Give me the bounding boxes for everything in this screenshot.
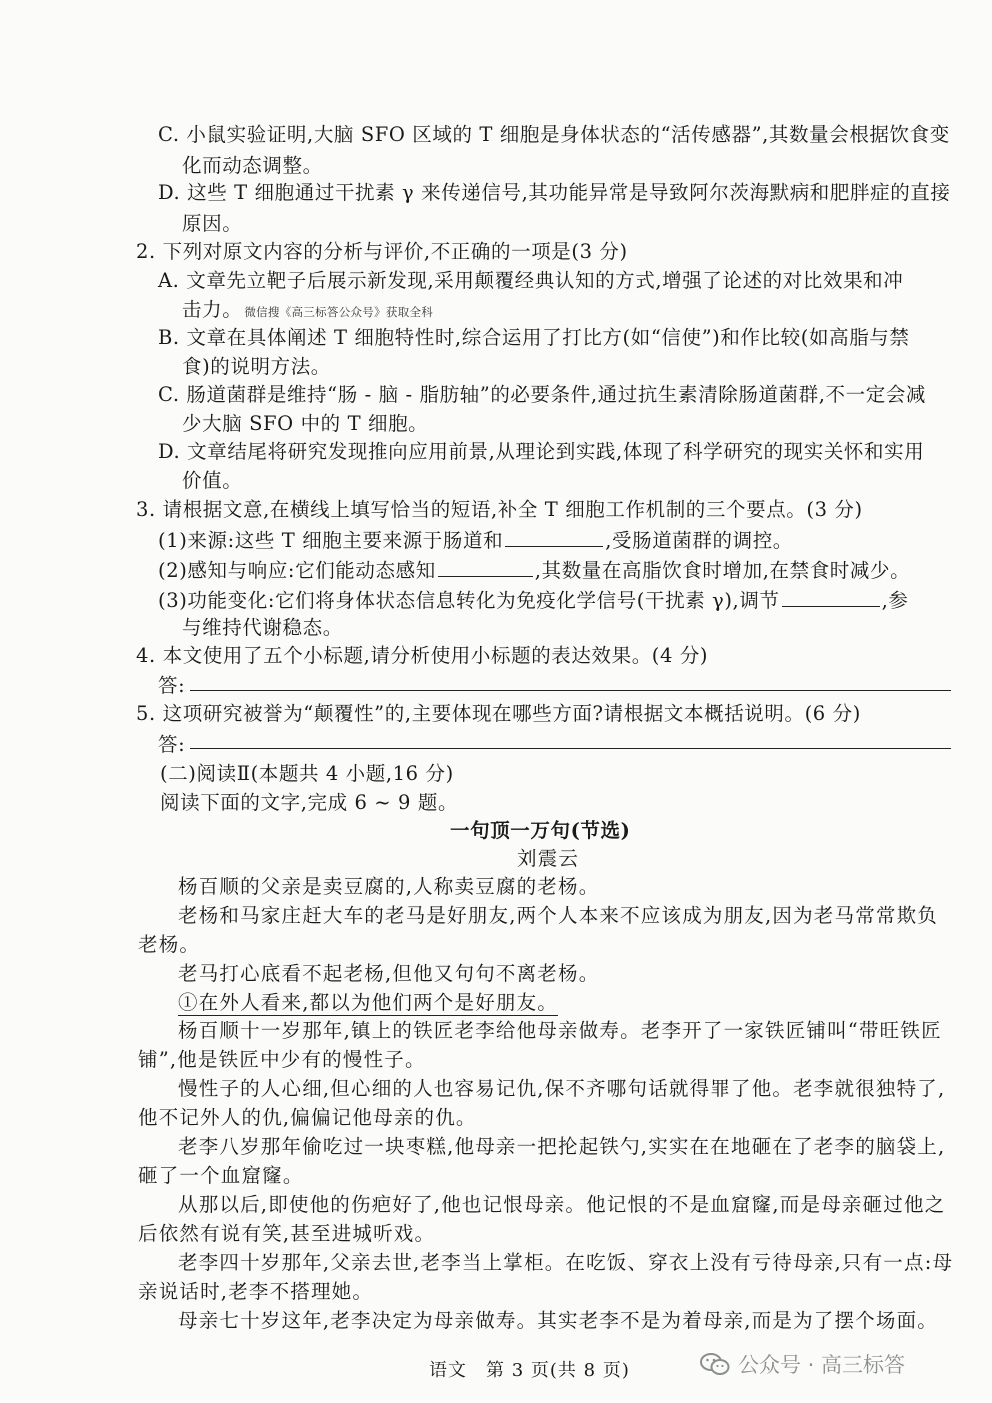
passage-title: 一句顶一万句(节选) — [450, 819, 631, 842]
q5-answer-label: 答: — [158, 733, 186, 756]
section-2-instruction: 阅读下面的文字,完成 6 ~ 9 题。 — [160, 791, 459, 814]
passage-line-8: 慢性子的人心细,但心细的人也容易记仇,保不齐哪句话就得罪了他。老李就很独特了, — [178, 1077, 946, 1100]
q3-blank-2[interactable] — [438, 556, 533, 577]
passage-line-10: 老李八岁那年偷吃过一块枣糕,他母亲一把抡起铁勺,实实在在地砸在了老李的脑袋上, — [178, 1135, 946, 1158]
passage-line-16: 母亲七十岁这年,老李决定为母亲做寿。其实老李不是为着母亲,而是为了摆个场面。 — [178, 1309, 938, 1332]
passage-line-3: 老杨。 — [138, 933, 201, 956]
page-footer: 语文 第 3 页(共 8 页) — [429, 1360, 630, 1381]
q4-answer-label: 答: — [158, 674, 186, 697]
passage-line-4: 老马打心底看不起老杨,但他又句句不离老杨。 — [178, 962, 600, 985]
passage-line-13: 后依然有说有笑,甚至进城听戏。 — [138, 1222, 436, 1245]
passage-line-9: 他不记外人的仇,偏偏记他母亲的仇。 — [138, 1106, 477, 1129]
underlined-sentence-text: 在外人看来,都以为他们两个是好朋友。 — [198, 991, 559, 1014]
q5-stem: 5. 这项研究被誉为“颠覆性”的,主要体现在哪些方面?请根据文本概括说明。(6 分) — [136, 702, 861, 725]
q3-item-2-text-a: (2)感知与响应:它们能动态感知 — [158, 559, 436, 582]
q1-option-d-line1: D. 这些 T 细胞通过干扰素 γ 来传递信号,其功能异常是导致阿尔茨海默病和肥胖症的直接 — [158, 181, 951, 204]
q2-option-a-line2 — [182, 296, 433, 326]
passage-line-6: 杨百顺十一岁那年,镇上的铁匠老李给他母亲做寿。老李开了一家铁匠铺叫“带旺铁匠 — [178, 1019, 942, 1042]
section-2-heading: (二)阅读Ⅱ(本题共 4 小题,16 分) — [160, 762, 454, 785]
wechat-watermark — [700, 1349, 905, 1379]
q3-item-3 — [158, 586, 908, 615]
q3-item-2-text-b: ,其数量在高脂饮食时增加,在禁食时减少。 — [534, 559, 911, 582]
q2-option-a-text: 击力。 — [182, 298, 243, 321]
passage-line-5 — [178, 989, 558, 1017]
passage-line-1: 杨百顺的父亲是卖豆腐的,人称卖豆腐的老杨。 — [178, 875, 600, 898]
q3-item-3-text-a: (3)功能变化:它们将身体状态信息转化为免疫化学信号(干扰素 γ),调节 — [158, 589, 780, 612]
passage-line-14: 老李四十岁那年,父亲去世,老李当上掌柜。在吃饭、穿衣上没有亏待母亲,只有一点:母 — [178, 1251, 954, 1274]
q2-option-d-line2: 价值。 — [182, 469, 243, 492]
q1-option-d-line2: 原因。 — [182, 212, 243, 235]
watermark-account-name: 公众号 · 高三标答 — [738, 1353, 906, 1377]
q4-stem: 4. 本文使用了五个小标题,请分析使用小标题的表达效果。(4 分) — [136, 644, 709, 667]
passage-line-7: 铺”,他是铁匠中少有的慢性子。 — [138, 1048, 426, 1071]
q2-stem: 2. 下列对原文内容的分析与评价,不正确的一项是(3 分) — [136, 240, 628, 263]
q2-option-b-line1: B. 文章在具体阐述 T 细胞特性时,综合运用了打比方(如“信使”)和作比较(如高脂与禁 — [158, 326, 910, 349]
inline-watermark-note: 微信搜《高三标答公众号》获取全科 — [244, 305, 434, 319]
passage-line-2: 老杨和马家庄赶大车的老马是好朋友,两个人本来不应该成为朋友,因为老马常常欺负 — [178, 904, 938, 927]
sentence-marker: ① — [178, 991, 199, 1014]
q3-blank-1[interactable] — [505, 526, 603, 547]
passage-line-15: 亲说话时,老李不搭理她。 — [138, 1280, 374, 1303]
q3-item-1-text-a: (1)来源:这些 T 细胞主要来源于肠道和 — [158, 529, 504, 552]
q3-blank-3[interactable] — [782, 586, 880, 607]
q1-option-c-line1: C. 小鼠实验证明,大脑 SFO 区域的 T 细胞是身体状态的“活传感器”,其数量会根据饮食变 — [158, 123, 950, 146]
q2-option-a-line1: A. 文章先立靶子后展示新发现,采用颠覆经典认知的方式,增强了论述的对比效果和冲 — [158, 269, 904, 292]
passage-author: 刘震云 — [517, 847, 580, 870]
q2-option-b-line2: 食)的说明方法。 — [182, 355, 331, 378]
q2-option-c-line2: 少大脑 SFO 中的 T 细胞。 — [182, 412, 429, 435]
passage-line-11: 砸了一个血窟窿。 — [138, 1164, 304, 1187]
q3-item-3-line2: 与维持代谢稳态。 — [182, 616, 343, 639]
underlined-sentence-1 — [178, 991, 558, 1016]
q3-item-1 — [158, 526, 793, 555]
q4-answer-line[interactable] — [190, 690, 951, 691]
q5-answer-line[interactable] — [190, 748, 951, 749]
wechat-icon — [700, 1352, 730, 1376]
q3-item-3-text-b: ,参 — [881, 589, 909, 612]
q2-option-d-line1: D. 文章结尾将研究发现推向应用前景,从理论到实践,体现了科学研究的现实关怀和实用 — [158, 440, 925, 463]
q2-option-c-line1: C. 肠道菌群是维持“肠 - 脑 - 脂肪轴”的必要条件,通过抗生素清除肠道菌群,不一定会减 — [158, 383, 927, 406]
q3-stem: 3. 请根据文意,在横线上填写恰当的短语,补全 T 细胞工作机制的三个要点。(3 分) — [136, 498, 863, 521]
q3-item-2 — [158, 556, 910, 585]
q3-item-1-text-b: ,受肠道菌群的调控。 — [605, 529, 793, 552]
passage-line-12: 从那以后,即使他的伤疤好了,他也记恨母亲。他记恨的不是血窟窿,而是母亲砸过他之 — [178, 1193, 946, 1216]
q1-option-c-line2: 化而动态调整。 — [182, 154, 323, 177]
